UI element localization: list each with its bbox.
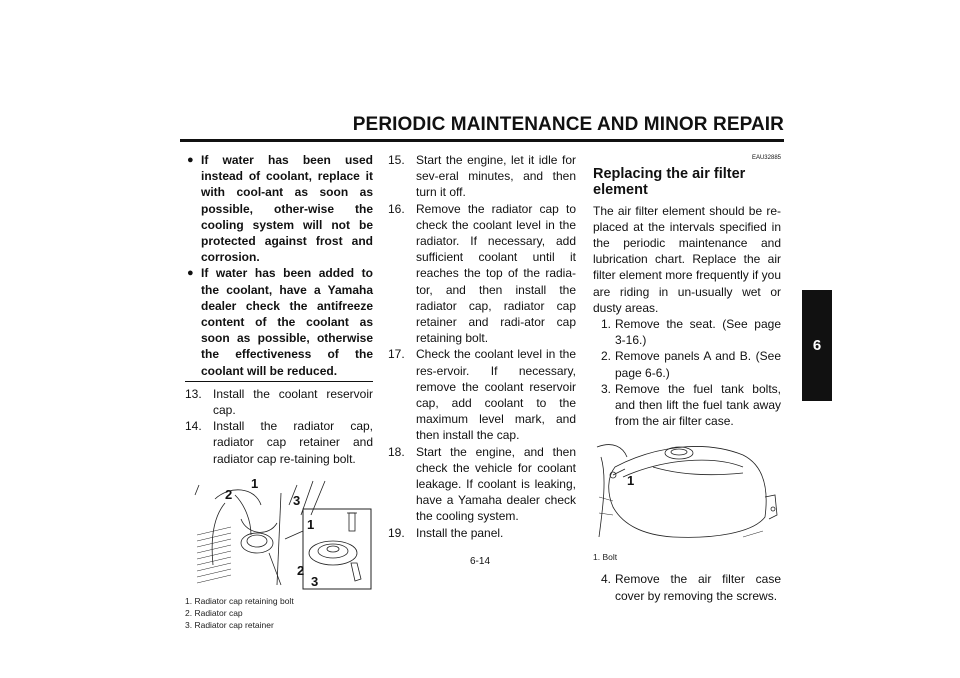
step-number: 3. [601,381,612,396]
section-intro: The air filter element should be re-placed at the intervals specified in the periodic maintenance and lubrication chart. Replace the air filter element more frequently if you are riding in un-usually wet or dusty areas. [593,203,781,315]
step-item [388,525,576,541]
figure-caption: 1. Bolt [593,552,618,563]
callout-1: 1 [627,473,635,489]
step-number: 17. [388,347,405,362]
step-item [601,571,781,603]
inset-callout-2: 2 [297,562,305,578]
callout-1: 1 [251,475,259,491]
step-text: Install the panel. [416,525,504,540]
warning-bullet: ● If water has been added to the coolant, have a Yamaha dealer check the antifreeze content of the coolant as soon as possible, otherwise the effectiveness of the coolant will be reduced. [185,265,373,378]
step-number: 16. [388,201,405,216]
step-number: 2. [601,349,612,364]
step-item [601,348,781,380]
figure-caption [185,595,373,631]
step-number: 13. [185,386,202,401]
callout-2: 2 [225,486,233,502]
step-text: Check the coolant level in the res-ervoir. If necessary, remove the coolant reservoir cap, add coolant to the maximum level mark, and then install the cap. [416,347,576,443]
step-item [185,386,373,418]
steps-list [593,316,781,429]
step-number: 1. [601,317,612,332]
step-number: 15. [388,153,405,167]
step-number: 19. [388,525,405,540]
step-item [601,316,781,348]
step-item [388,346,576,443]
column-3 [593,150,781,604]
caption-line: 3. Radiator cap retainer [185,619,274,630]
step-text: Install the coolant reservoir cap. [213,386,373,418]
step-item [388,152,576,201]
page-header-title: PERIODIC MAINTENANCE AND MINOR REPAIR [352,114,784,135]
caption-line: 2. Radiator cap [185,607,243,618]
steps-list [388,152,576,541]
step-text: Install the radiator cap, radiator cap retainer and radiator cap re-taining bolt. [213,419,373,466]
callout-3: 3 [293,492,301,508]
steps-list [185,386,373,467]
step-item [388,201,576,347]
step-number: 4. [601,572,612,587]
warning-end-rule [185,381,373,382]
step-text: Remove panels A and B. (See page 6-6.) [615,349,781,380]
page-number: 6-14 [469,556,490,567]
chapter-number: 6 [812,337,822,354]
step-item [388,444,576,525]
caption-line: 1. Radiator cap retaining bolt [185,595,294,606]
fuel-tank-figure [593,437,781,549]
step-text: Remove the seat. (See page 3-16.) [615,317,781,348]
step-text: Remove the air filter case cover by removing the screws. [615,572,781,603]
chapter-tab [802,290,832,401]
step-item [185,418,373,467]
section-title: Replacing the air filter element [593,166,746,199]
inset-callout-3: 3 [311,573,319,589]
step-item [601,381,781,430]
steps-list-continued [593,571,781,603]
step-number: 14. [185,419,202,434]
radiator-cap-figure [185,475,373,593]
header-rule [180,139,784,142]
radiator-cap-illustration [185,475,373,593]
step-text: Remove the fuel tank bolts, and then lift the fuel tank away from the air filter case. [615,381,781,429]
column-2 [388,152,576,541]
step-text: Remove the radiator cap to check the coolant level in the radiator. If necessary, add sufficient coolant until it reaches the top of the radia-tor, and then install the radiator cap, radiator cap retainer and radi-ator cap retaining bolt. [416,201,576,346]
step-text: Start the engine, and then check the vehicle for coolant leakage. If coolant is leaking, have a Yamaha dealer check the cooling system. [416,444,576,524]
section-code: EAU32885 [751,155,781,161]
step-number: 18. [388,444,405,459]
inset-callout-1: 1 [307,516,315,532]
warning-bullet: ● If water has been used instead of coolant, replace it with cool-ant as soon as possible, other-wise the cooling system will not be protected against frost and corrosion. [185,152,373,265]
fuel-tank-illustration [593,437,781,549]
step-text: Start the engine, let it idle for sev-eral minutes, and then turn it off. [416,153,576,200]
warning-bullets [185,152,373,379]
